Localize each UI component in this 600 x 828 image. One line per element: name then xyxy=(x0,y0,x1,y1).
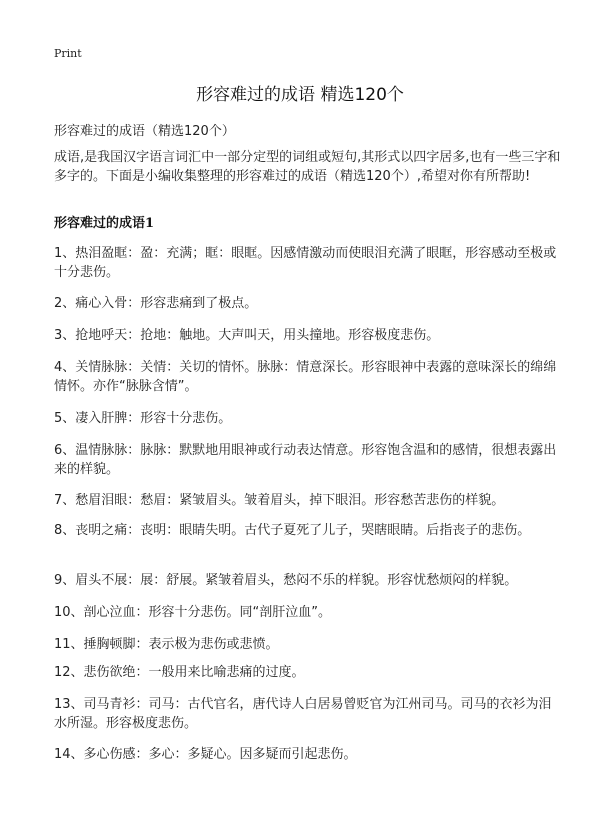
idiom-entry-5: 5、凄入肝脾：形容十分悲伤。 xyxy=(54,411,232,426)
intro-paragraph: 成语,是我国汉字语言词汇中一部分定型的词组或短句,其形式以四字居多,也有一些三字和多字的。下面是小编收集整理的形容难过的成语（精选120个）,希望对你有所帮助! xyxy=(54,150,561,184)
print-label: Print xyxy=(54,47,82,60)
idiom-entry-2: 2、痛心入骨：形容悲痛到了极点。 xyxy=(54,296,258,311)
idiom-entry-12: 12、悲伤欲绝：一般用来比喻悲痛的过度。 xyxy=(54,665,305,680)
idiom-entry-7: 7、愁眉泪眼：愁眉：紧皱眉头。皱着眉头，掉下眼泪。形容愁苦悲伤的样貌。 xyxy=(54,493,505,508)
idiom-entry-10: 10、剖心泣血：形容十分悲伤。同“剖肝泣血”。 xyxy=(54,605,332,620)
document-subtitle: 形容难过的成语（精选120个） xyxy=(54,124,235,139)
section-heading: 形容难过的成语1 xyxy=(54,216,155,231)
idiom-entry-14: 14、多心伤感：多心：多疑心。因多疑而引起悲伤。 xyxy=(54,747,357,762)
idiom-entry-3: 3、抢地呼天：抢地：触地。大声叫天，用头撞地。形容极度悲伤。 xyxy=(54,328,440,343)
page-title: 形容难过的成语 精选120个 xyxy=(196,85,404,105)
idiom-entry-11: 11、捶胸顿脚：表示极为悲伤或悲愤。 xyxy=(54,637,279,652)
idiom-entry-6: 6、温情脉脉：脉脉：默默地用眼神或行动表达情意。形容饱含温和的感情，很想表露出来的样貌。 xyxy=(54,443,557,477)
idiom-entry-8: 8、丧明之痛：丧明：眼睛失明。古代子夏死了儿子，哭瞎眼睛。后指丧子的悲伤。 xyxy=(54,523,531,538)
idiom-entry-4: 4、关情脉脉：关情：关切的情怀。脉脉：情意深长。形容眼神中表露的意味深长的绵绵情怀。亦作“脉脉含情”。 xyxy=(54,360,557,394)
idiom-entry-9: 9、眉头不展：展：舒展。紧皱着眉头，愁闷不乐的样貌。形容忧愁烦闷的样貌。 xyxy=(54,573,518,588)
idiom-entry-13: 13、司马青衫：司马：古代官名，唐代诗人白居易曾贬官为江州司马。司马的衣衫为泪水所湿。形容极度悲伤。 xyxy=(54,697,552,731)
idiom-entry-1: 1、热泪盈眶：盈：充满；眶：眼眶。因感情激动而使眼泪充满了眼眶，形容感动至极或十分悲伤。 xyxy=(54,246,557,280)
